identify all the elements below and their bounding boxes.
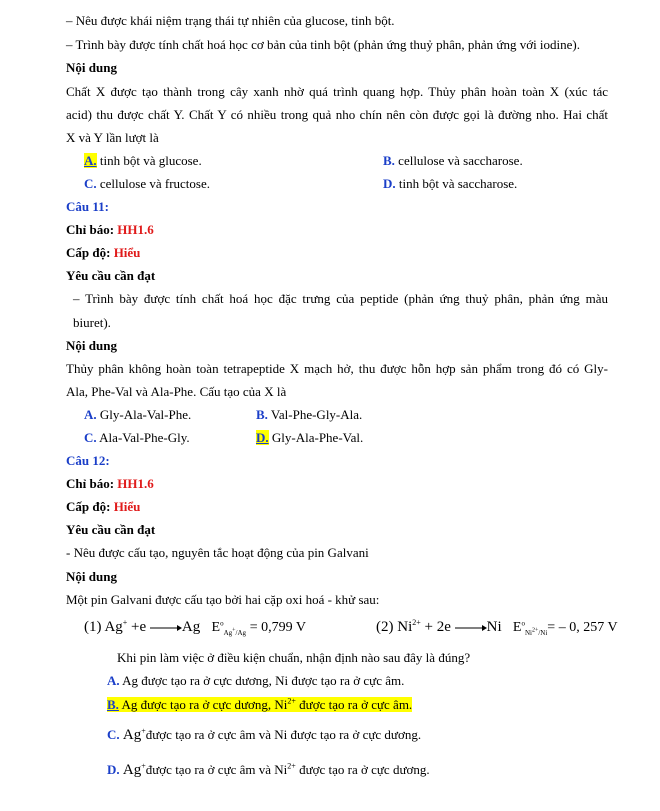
option-text-mid: được tạo ra ở cực âm và Ni <box>145 762 288 777</box>
option-text: Gly-Ala-Val-Phe. <box>96 407 192 422</box>
option-text-post: được tạo ra ở cực âm. <box>295 697 413 712</box>
half-reaction-2 <box>376 618 618 637</box>
eq-number: (1) <box>84 619 102 635</box>
option-letter: A. <box>107 673 120 688</box>
option-text: cellulose và saccharose. <box>394 153 523 168</box>
q11-cap-do <box>66 245 140 261</box>
option-text: Gly-Ala-Phe-Val. <box>268 430 364 445</box>
option-letter: C. <box>84 430 97 445</box>
option-letter: A. <box>84 153 97 168</box>
q11-title: Câu 11: <box>66 199 109 214</box>
eq-product: Ag <box>181 619 201 635</box>
eq-e-symbol: $E^o_{Ag^+/Ag}$ <box>211 619 247 637</box>
ion-symbol: Ag <box>122 762 142 778</box>
q10-option-d[interactable] <box>383 176 517 192</box>
q10-stem-line-3: X và Y lần lượt là <box>66 130 159 145</box>
option-letter: B. <box>383 153 395 168</box>
eq-charge: 2+ <box>412 618 421 627</box>
eq-reactant: Ag <box>104 619 123 635</box>
option-text: Ag được tạo ra ở cực dương, Ni được tạo ra ở cực âm. <box>119 673 405 688</box>
eq-potential: = 0,799 V <box>249 620 307 635</box>
q11-option-b[interactable] <box>256 407 362 423</box>
eq-number: (2) <box>376 619 394 635</box>
cap-do-value: Hiểu <box>113 499 141 514</box>
option-text: Ala-Val-Phe-Gly. <box>96 430 190 445</box>
noi-dung-heading: Nội dung <box>66 60 117 75</box>
option-text: được tạo ra ở cực âm và Ni được tạo ra ở cực dương. <box>145 727 422 742</box>
option-letter: B. <box>256 407 268 422</box>
q11-requirement-line-1: – Trình bày được tính chất hoá học đặc trưng của peptide (phản ứng thuỷ phân, phản ứng màu <box>73 291 608 306</box>
q10-option-c[interactable] <box>84 176 210 192</box>
eq-potential: = – 0, 257 V <box>547 620 618 635</box>
q11-option-a[interactable] <box>84 407 191 423</box>
option-letter: D. <box>107 762 120 777</box>
q10-stem-line-1: Chất X được tạo thành trong cây xanh nhờ quá trình quang hợp. Thủy phân hoàn toàn X (xúc tác <box>66 84 608 99</box>
eq-electron: +e <box>127 619 147 635</box>
q11-noi-dung-heading: Nội dung <box>66 338 117 353</box>
option-letter: D. <box>256 430 269 445</box>
ion-charge: + <box>141 726 146 736</box>
chi-bao-code: HH1.6 <box>117 222 154 237</box>
q12-option-d[interactable] <box>107 762 430 778</box>
q12-option-a[interactable] <box>107 673 404 689</box>
q12-stem: Một pin Galvani được cấu tạo bởi hai cặp oxi hoá - khử sau: <box>66 592 380 607</box>
q12-requirement: - Nêu được cấu tạo, nguyên tắc hoạt động của pin Galvani <box>66 545 369 560</box>
q12-noi-dung-heading: Nội dung <box>66 569 117 584</box>
cap-do-value: Hiểu <box>113 245 141 260</box>
eq-e-symbol: $E^o_{Ni^{2+}/Ni}$ <box>512 619 548 637</box>
option-text: cellulose và fructose. <box>96 176 210 191</box>
q11-yeu-cau-heading: Yêu cầu cần đạt <box>66 268 156 283</box>
option-text-pre: Ag được tạo ra ở cực dương, Ni <box>118 697 288 712</box>
half-reaction-1 <box>84 618 306 637</box>
objective-line-1: – Nêu được khái niệm trạng thái tự nhiên của glucose, tinh bột. <box>66 13 395 28</box>
chi-bao-label: Chỉ báo: <box>66 222 115 237</box>
reaction-arrow-icon <box>150 624 182 632</box>
q11-option-c[interactable] <box>84 430 190 446</box>
option-letter: C. <box>84 176 97 191</box>
q11-stem-line-2: Ala, Phe-Val và Ala-Phe. Cấu tạo của X là <box>66 384 287 399</box>
q11-chi-bao <box>66 222 154 238</box>
q12-option-c[interactable] <box>107 727 421 743</box>
objective-line-2: – Trình bày được tính chất hoá học cơ bản của tinh bột (phản ứng thuỷ phân, phản ứng với iodine). <box>66 37 581 52</box>
q10-option-a[interactable] <box>84 153 202 169</box>
option-text-post: được tạo ra ở cực dương. <box>295 762 430 777</box>
q12-question: Khi pin làm việc ở điều kiện chuẩn, nhận định nào sau đây là đúng? <box>117 650 471 665</box>
option-text: tinh bột và glucose. <box>96 153 202 168</box>
q12-cap-do <box>66 499 140 515</box>
q11-requirement-line-2: biuret). <box>73 315 111 330</box>
q11-option-d[interactable] <box>256 430 363 446</box>
option-letter: D. <box>383 176 396 191</box>
ion-symbol: Ag <box>122 727 142 743</box>
chi-bao-label: Chỉ báo: <box>66 476 115 491</box>
cap-do-label: Cấp độ: <box>66 245 111 260</box>
eq-product: Ni <box>486 619 502 635</box>
q10-option-b[interactable] <box>383 153 523 169</box>
eq-electron: + 2e <box>420 619 451 635</box>
cap-do-label: Cấp độ: <box>66 499 111 514</box>
chi-bao-code: HH1.6 <box>117 476 154 491</box>
eq-reactant: Ni <box>397 619 413 635</box>
q12-option-b[interactable] <box>107 697 412 713</box>
option-text: Val-Phe-Gly-Ala. <box>267 407 363 422</box>
eq-charge: + <box>122 618 128 627</box>
option-letter: A. <box>84 407 97 422</box>
q12-title: Câu 12: <box>66 453 110 468</box>
ion-charge-2: 2+ <box>287 761 296 771</box>
q12-chi-bao <box>66 476 154 492</box>
option-letter: C. <box>107 727 120 742</box>
q11-stem-line-1: Thủy phân không hoàn toàn tetrapeptide X mạch hở, thu được hỗn hợp sản phẩm trong đó có Gly- <box>66 361 608 376</box>
ion-charge: 2+ <box>287 696 296 706</box>
q12-yeu-cau-heading: Yêu cầu cần đạt <box>66 522 156 537</box>
option-letter: B. <box>107 697 119 712</box>
option-text: tinh bột và saccharose. <box>395 176 518 191</box>
reaction-arrow-icon <box>455 624 487 632</box>
ion-charge: + <box>141 761 146 771</box>
q10-stem-line-2: acid) thu được chất Y. Chất Y có nhiều trong quả nho chín nên còn được gọi là đường nho. Hai chất <box>66 107 608 122</box>
